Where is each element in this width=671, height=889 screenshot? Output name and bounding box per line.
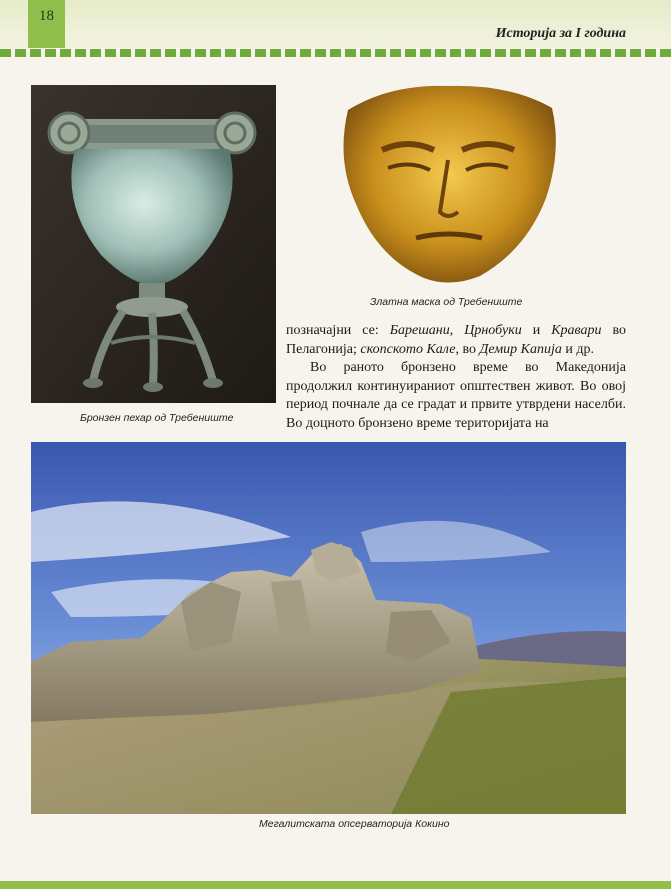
paragraph-1: позначајни се: Барешани, Црнобуки и Кравари во Пелагонија; скопското Кале, во Демир Капија и др.: [286, 323, 626, 357]
place-demir-kapija: Демир Капија: [479, 341, 562, 357]
paragraph-2: Во раното бронзено време во Македонија продолжил континуираниот општествен живот. Во овој период почнале да се градат и првите утврдени населби. Во доцното бронзено време територијата на: [286, 360, 626, 431]
footer-band: [0, 881, 671, 889]
bronze-cup-photo: [31, 85, 276, 403]
kokino-observatory-photo: [31, 442, 626, 814]
header-dashed-rule: [0, 49, 671, 57]
page-header: [0, 0, 671, 48]
place-skopsko-kale: скопското Кале: [360, 341, 456, 357]
running-title: Историја за I година: [495, 26, 626, 41]
body-text: [286, 322, 626, 433]
place-kravari: Кравари: [551, 323, 602, 338]
gold-mask-photo: [330, 80, 566, 290]
page-number: 18: [28, 0, 65, 48]
mask-caption: Златна маска од Требениште: [370, 296, 523, 308]
rock-caption: Мегалитската опсерваторија Кокино: [259, 818, 450, 830]
place-crnobuki: Црнобуки: [464, 323, 522, 338]
place-bareshani: Барешани: [389, 323, 450, 338]
cup-caption: Бронзен пехар од Требениште: [80, 412, 234, 424]
